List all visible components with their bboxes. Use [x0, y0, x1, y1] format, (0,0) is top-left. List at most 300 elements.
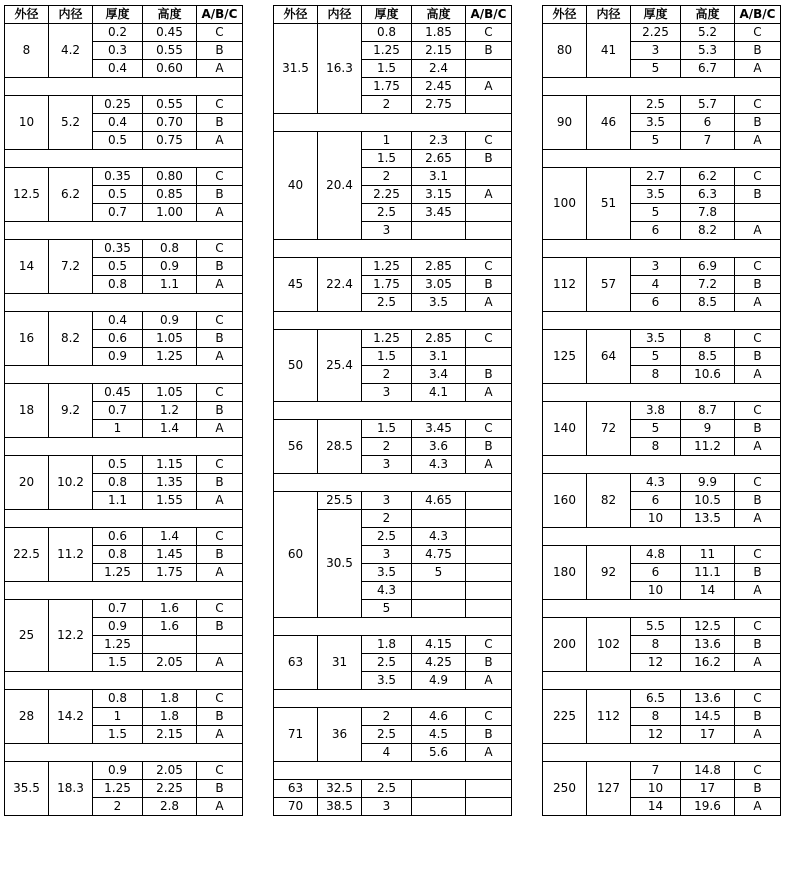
inner-diameter-cell: 32.5 [318, 780, 362, 798]
grade-cell: C [466, 708, 512, 726]
header-inner-diameter: 内径 [587, 6, 631, 24]
outer-diameter-cell: 12.5 [5, 168, 49, 222]
thickness-cell: 6 [631, 564, 681, 582]
table-row [5, 312, 243, 330]
thickness-cell: 3 [362, 492, 412, 510]
grade-cell: A [197, 276, 243, 294]
height-cell: 0.75 [143, 132, 197, 150]
thickness-cell: 0.5 [93, 186, 143, 204]
height-cell: 2.25 [143, 780, 197, 798]
grade-cell: C [466, 420, 512, 438]
thickness-cell: 2 [362, 96, 412, 114]
outer-diameter-cell: 80 [543, 24, 587, 78]
inner-diameter-cell: 14.2 [49, 690, 93, 744]
grade-cell: A [735, 222, 781, 240]
thickness-cell: 4.3 [631, 474, 681, 492]
thickness-cell: 1.8 [362, 636, 412, 654]
height-cell: 6.3 [681, 186, 735, 204]
inner-diameter-cell: 6.2 [49, 168, 93, 222]
spacer-row [543, 240, 781, 258]
thickness-cell: 1.5 [93, 654, 143, 672]
grade-cell: B [197, 546, 243, 564]
height-cell: 0.80 [143, 168, 197, 186]
height-cell: 1.05 [143, 384, 197, 402]
grade-cell: A [735, 510, 781, 528]
grade-cell: B [197, 258, 243, 276]
height-cell: 5.2 [681, 24, 735, 42]
grade-cell: A [735, 726, 781, 744]
height-cell: 2.05 [143, 762, 197, 780]
thickness-cell: 4.8 [631, 546, 681, 564]
height-cell: 6.9 [681, 258, 735, 276]
thickness-cell: 6 [631, 492, 681, 510]
thickness-cell: 3 [362, 222, 412, 240]
grade-cell: C [197, 384, 243, 402]
grade-cell: A [735, 366, 781, 384]
table-row [274, 708, 512, 726]
spacer-cell [543, 528, 781, 546]
height-cell: 14.5 [681, 708, 735, 726]
spacer-cell [5, 150, 243, 168]
header-grade: A/B/C [197, 6, 243, 24]
grade-cell [466, 600, 512, 618]
height-cell: 3.45 [412, 420, 466, 438]
spacer-row [5, 294, 243, 312]
spacer-cell [543, 744, 781, 762]
thickness-cell: 4.3 [362, 582, 412, 600]
thickness-cell: 3 [362, 798, 412, 816]
spacer-row [274, 690, 512, 708]
header-outer-diameter: 外径 [543, 6, 587, 24]
grade-cell: A [735, 60, 781, 78]
grade-cell: B [735, 636, 781, 654]
spec-table-column-1 [4, 5, 243, 816]
grade-cell: B [197, 780, 243, 798]
height-cell: 6.7 [681, 60, 735, 78]
outer-diameter-cell: 70 [274, 798, 318, 816]
inner-diameter-cell: 20.4 [318, 132, 362, 240]
grade-cell: A [466, 456, 512, 474]
thickness-cell: 0.4 [93, 312, 143, 330]
height-cell: 2.05 [143, 654, 197, 672]
grade-cell: C [735, 24, 781, 42]
thickness-cell: 5 [631, 348, 681, 366]
table-row [274, 24, 512, 42]
table-row [5, 384, 243, 402]
grade-cell: B [735, 186, 781, 204]
outer-diameter-cell: 14 [5, 240, 49, 294]
height-cell: 1.8 [143, 690, 197, 708]
thickness-cell: 0.35 [93, 168, 143, 186]
spacer-row [5, 438, 243, 456]
thickness-cell: 10 [631, 510, 681, 528]
height-cell: 3.45 [412, 204, 466, 222]
height-cell: 3.4 [412, 366, 466, 384]
grade-cell: A [197, 798, 243, 816]
grade-cell: A [735, 294, 781, 312]
grade-cell: C [466, 330, 512, 348]
thickness-cell: 2 [93, 798, 143, 816]
height-cell: 9 [681, 420, 735, 438]
height-cell: 8.7 [681, 402, 735, 420]
grade-cell: B [197, 186, 243, 204]
thickness-cell: 10 [631, 582, 681, 600]
grade-cell: B [735, 492, 781, 510]
height-cell: 1.35 [143, 474, 197, 492]
grade-cell: A [466, 294, 512, 312]
height-cell: 1.55 [143, 492, 197, 510]
outer-diameter-cell: 10 [5, 96, 49, 150]
spacer-cell [274, 618, 512, 636]
inner-diameter-cell: 30.5 [318, 510, 362, 618]
thickness-cell: 2 [362, 168, 412, 186]
grade-cell [466, 510, 512, 528]
height-cell: 2.85 [412, 330, 466, 348]
height-cell: 2.15 [412, 42, 466, 60]
height-cell: 2.3 [412, 132, 466, 150]
thickness-cell: 0.2 [93, 24, 143, 42]
height-cell: 13.5 [681, 510, 735, 528]
height-cell: 0.85 [143, 186, 197, 204]
spacer-row [5, 582, 243, 600]
height-cell: 0.55 [143, 96, 197, 114]
height-cell: 1.00 [143, 204, 197, 222]
thickness-cell: 5 [631, 420, 681, 438]
spacer-cell [5, 78, 243, 96]
table-row [543, 96, 781, 114]
grade-cell: B [735, 276, 781, 294]
height-cell: 1.8 [143, 708, 197, 726]
outer-diameter-cell: 112 [543, 258, 587, 312]
grade-cell: C [735, 474, 781, 492]
height-cell: 4.65 [412, 492, 466, 510]
table-row [543, 330, 781, 348]
spacer-row [274, 402, 512, 420]
height-cell: 13.6 [681, 636, 735, 654]
grade-cell [466, 780, 512, 798]
inner-diameter-cell: 46 [587, 96, 631, 150]
thickness-cell: 3 [362, 384, 412, 402]
spacer-row [5, 222, 243, 240]
height-cell: 17 [681, 726, 735, 744]
table-row [274, 636, 512, 654]
height-cell: 1.75 [143, 564, 197, 582]
spacer-row [274, 114, 512, 132]
table-row [5, 456, 243, 474]
thickness-cell: 0.8 [362, 24, 412, 42]
table-row [274, 258, 512, 276]
outer-diameter-cell: 25 [5, 600, 49, 672]
height-cell: 1.6 [143, 600, 197, 618]
spacer-cell [543, 384, 781, 402]
thickness-cell: 2 [362, 708, 412, 726]
grade-cell: B [197, 618, 243, 636]
height-cell: 13.6 [681, 690, 735, 708]
table-row [543, 690, 781, 708]
height-cell: 11 [681, 546, 735, 564]
grade-cell: B [735, 348, 781, 366]
inner-diameter-cell: 82 [587, 474, 631, 528]
grade-cell: B [197, 474, 243, 492]
grade-cell: B [466, 438, 512, 456]
height-cell: 2.8 [143, 798, 197, 816]
height-cell: 3.1 [412, 168, 466, 186]
spacer-cell [5, 510, 243, 528]
table-row [274, 780, 512, 798]
grade-cell [466, 564, 512, 582]
header-outer-diameter: 外径 [274, 6, 318, 24]
height-cell: 1.25 [143, 348, 197, 366]
inner-diameter-cell: 8.2 [49, 312, 93, 366]
table-row [543, 762, 781, 780]
thickness-cell: 5.5 [631, 618, 681, 636]
inner-diameter-cell: 25.5 [318, 492, 362, 510]
thickness-cell: 4 [631, 276, 681, 294]
table-row [5, 600, 243, 618]
spacer-row [543, 78, 781, 96]
grade-cell: C [735, 618, 781, 636]
thickness-cell: 1.25 [93, 636, 143, 654]
grade-cell [466, 222, 512, 240]
table-row [543, 546, 781, 564]
height-cell: 14.8 [681, 762, 735, 780]
thickness-cell: 12 [631, 726, 681, 744]
thickness-cell: 2.7 [631, 168, 681, 186]
height-cell: 9.9 [681, 474, 735, 492]
thickness-cell: 1.75 [362, 276, 412, 294]
header-height: 高度 [412, 6, 466, 24]
height-cell: 2.15 [143, 726, 197, 744]
grade-cell [466, 528, 512, 546]
grade-cell: A [197, 420, 243, 438]
grade-cell [466, 204, 512, 222]
height-cell: 1.1 [143, 276, 197, 294]
outer-diameter-cell: 28 [5, 690, 49, 744]
height-cell: 3.05 [412, 276, 466, 294]
height-cell: 5 [412, 564, 466, 582]
outer-diameter-cell: 20 [5, 456, 49, 510]
thickness-cell: 0.9 [93, 762, 143, 780]
height-cell: 3.15 [412, 186, 466, 204]
height-cell: 4.5 [412, 726, 466, 744]
table-row [5, 240, 243, 258]
thickness-cell: 0.5 [93, 258, 143, 276]
thickness-cell: 2.5 [362, 528, 412, 546]
spacer-row [274, 762, 512, 780]
outer-diameter-cell: 100 [543, 168, 587, 240]
grade-cell [466, 582, 512, 600]
spacer-cell [5, 294, 243, 312]
spacer-row [543, 744, 781, 762]
grade-cell: A [197, 348, 243, 366]
height-cell: 3.1 [412, 348, 466, 366]
grade-cell: A [466, 186, 512, 204]
inner-diameter-cell: 18.3 [49, 762, 93, 816]
grade-cell: B [466, 726, 512, 744]
spacer-cell [274, 312, 512, 330]
outer-diameter-cell: 8 [5, 24, 49, 78]
thickness-cell: 14 [631, 798, 681, 816]
inner-diameter-cell: 57 [587, 258, 631, 312]
spacer-cell [543, 240, 781, 258]
grade-cell [466, 348, 512, 366]
thickness-cell: 1.5 [362, 420, 412, 438]
height-cell: 1.05 [143, 330, 197, 348]
height-cell: 2.4 [412, 60, 466, 78]
thickness-cell: 0.4 [93, 60, 143, 78]
grade-cell: C [735, 330, 781, 348]
header-height: 高度 [143, 6, 197, 24]
grade-cell: A [197, 564, 243, 582]
outer-diameter-cell: 225 [543, 690, 587, 744]
grade-cell: C [466, 24, 512, 42]
thickness-cell: 3.5 [362, 672, 412, 690]
thickness-cell: 2.5 [362, 654, 412, 672]
height-cell: 7 [681, 132, 735, 150]
height-cell: 4.9 [412, 672, 466, 690]
grade-cell: C [735, 402, 781, 420]
thickness-cell: 0.5 [93, 456, 143, 474]
outer-diameter-cell: 63 [274, 636, 318, 690]
height-cell: 10.6 [681, 366, 735, 384]
height-cell: 16.2 [681, 654, 735, 672]
thickness-cell: 2.25 [362, 186, 412, 204]
outer-diameter-cell: 31.5 [274, 24, 318, 114]
thickness-cell: 2.5 [362, 204, 412, 222]
spacer-cell [5, 438, 243, 456]
height-cell: 7.2 [681, 276, 735, 294]
header-row [5, 6, 243, 24]
height-cell: 4.15 [412, 636, 466, 654]
table-row [5, 168, 243, 186]
height-cell: 1.2 [143, 402, 197, 420]
spacer-row [274, 312, 512, 330]
height-cell: 10.5 [681, 492, 735, 510]
height-cell: 5.3 [681, 42, 735, 60]
height-cell: 5.6 [412, 744, 466, 762]
table-row [5, 24, 243, 42]
grade-cell: C [197, 600, 243, 618]
grade-cell: C [466, 132, 512, 150]
thickness-cell: 2.5 [362, 780, 412, 798]
spacer-cell [274, 474, 512, 492]
grade-cell [466, 492, 512, 510]
height-cell: 5.7 [681, 96, 735, 114]
inner-diameter-cell: 28.5 [318, 420, 362, 474]
grade-cell: C [197, 96, 243, 114]
spacer-row [543, 384, 781, 402]
height-cell: 8.5 [681, 348, 735, 366]
thickness-cell: 1.5 [362, 60, 412, 78]
spacer-row [543, 312, 781, 330]
header-thickness: 厚度 [631, 6, 681, 24]
grade-cell: A [735, 438, 781, 456]
grade-cell: B [735, 564, 781, 582]
height-cell: 6 [681, 114, 735, 132]
grade-cell: C [197, 762, 243, 780]
spacer-cell [5, 744, 243, 762]
grade-cell: C [735, 690, 781, 708]
height-cell [412, 222, 466, 240]
thickness-cell: 1.75 [362, 78, 412, 96]
thickness-cell: 0.9 [93, 618, 143, 636]
height-cell: 2.75 [412, 96, 466, 114]
grade-cell: A [197, 654, 243, 672]
spacer-row [274, 240, 512, 258]
height-cell: 1.85 [412, 24, 466, 42]
height-cell: 2.65 [412, 150, 466, 168]
grade-cell: C [197, 24, 243, 42]
spacer-row [274, 474, 512, 492]
thickness-cell: 6 [631, 222, 681, 240]
thickness-cell: 8 [631, 708, 681, 726]
table-row [274, 420, 512, 438]
thickness-cell: 1.25 [93, 780, 143, 798]
header-outer-diameter: 外径 [5, 6, 49, 24]
header-row [543, 6, 781, 24]
table-row [543, 618, 781, 636]
height-cell: 8.5 [681, 294, 735, 312]
inner-diameter-cell: 11.2 [49, 528, 93, 582]
height-cell: 4.75 [412, 546, 466, 564]
thickness-cell: 1.25 [362, 330, 412, 348]
height-cell: 3.5 [412, 294, 466, 312]
thickness-cell: 0.6 [93, 528, 143, 546]
thickness-cell: 2.25 [631, 24, 681, 42]
outer-diameter-cell: 140 [543, 402, 587, 456]
thickness-cell: 5 [631, 132, 681, 150]
grade-cell: B [197, 402, 243, 420]
outer-diameter-cell: 22.5 [5, 528, 49, 582]
table-row [274, 492, 512, 510]
table-row [543, 24, 781, 42]
outer-diameter-cell: 200 [543, 618, 587, 672]
thickness-cell: 2 [362, 438, 412, 456]
grade-cell [466, 546, 512, 564]
spacer-row [5, 366, 243, 384]
height-cell [412, 780, 466, 798]
header-height: 高度 [681, 6, 735, 24]
spacer-cell [543, 312, 781, 330]
thickness-cell: 5 [631, 60, 681, 78]
inner-diameter-cell: 127 [587, 762, 631, 816]
thickness-cell: 0.8 [93, 546, 143, 564]
thickness-cell: 1 [93, 708, 143, 726]
grade-cell: C [735, 258, 781, 276]
table-row [274, 330, 512, 348]
thickness-cell: 1.5 [362, 348, 412, 366]
height-cell: 17 [681, 780, 735, 798]
inner-diameter-cell: 7.2 [49, 240, 93, 294]
inner-diameter-cell: 38.5 [318, 798, 362, 816]
thickness-cell: 2 [362, 366, 412, 384]
thickness-cell: 2.5 [362, 294, 412, 312]
outer-diameter-cell: 40 [274, 132, 318, 240]
grade-cell: C [197, 690, 243, 708]
header-thickness: 厚度 [93, 6, 143, 24]
thickness-cell: 3.5 [631, 330, 681, 348]
thickness-cell: 1.25 [93, 564, 143, 582]
grade-cell: C [197, 456, 243, 474]
inner-diameter-cell: 112 [587, 690, 631, 744]
spacer-cell [5, 222, 243, 240]
spacer-row [543, 150, 781, 168]
thickness-cell: 3 [362, 546, 412, 564]
spacer-cell [274, 114, 512, 132]
thickness-cell: 0.8 [93, 690, 143, 708]
thickness-cell: 7 [631, 762, 681, 780]
spacer-row [5, 78, 243, 96]
